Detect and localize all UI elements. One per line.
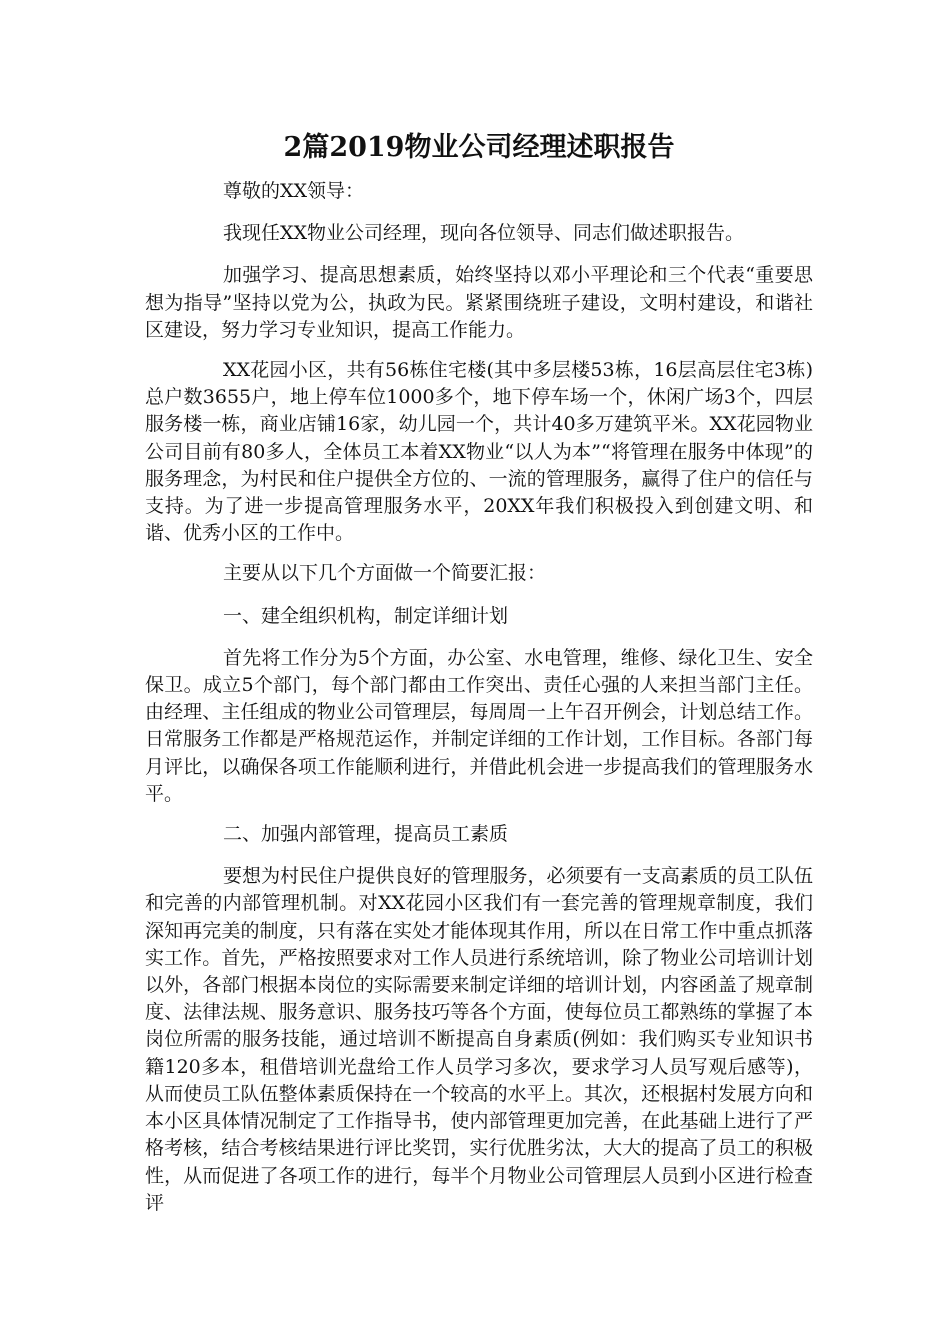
- document-page: [145, 128, 813, 1217]
- paragraph-organization: 首先将工作分为5个方面，办公室、水电管理，维修、绿化卫生、安全保卫。成立5个部门，每个部门都由工作突出、责任心强的人来担当部门主任。由经理、主任组成的物业公司管理层，每周周一上午召开例会，计划总结工作。日常服务工作都是严格规范运作，并制定详细的工作计划，工作目标。各部门每月评比，以确保各项工作能顺利进行，并借此机会进一步提高我们的管理服务水平。: [145, 646, 813, 805]
- section-heading-management: 二、加强内部管理，提高员工素质: [223, 823, 509, 846]
- salutation: 尊敬的XX领导：: [223, 180, 365, 202]
- paragraph-management: 要想为村民住户提供良好的管理服务，必须要有一支高素质的员工队伍和完善的内部管理机制。对XX花园小区我们有一套完善的管理规章制度，我们深知再完美的制度，只有落在实处才能体现其作用，所以在日常工作中重点抓落实工作。首先，严格按照要求对工作人员进行系统培训，除了物业公司培训计划以外，各部门根据本岗位的实际需要来制定详细的培训计划，内容函盖了规章制度、法律法规、服务意识、服务技巧等各个方面，使每位员工都熟练的掌握了本岗位所需的服务技能，通过培训不断提高自身素质(例如：我们购买专业知识书籍120多本，租借培训光盘给工作人员学习多次，要求学习人员写观后感等)，从而使员工队伍整体素质保持在一个较高的水平上。其次，还根据村发展方向和本小区具体情况制定了工作指导书，使内部管理更加完善，在此基础上进行了严格考核，结合考核结果进行评比奖罚，实行优胜劣汰，大大的提高了员工的积极性，从而促进了各项工作的进行，每半个月物业公司管理层人员到小区进行检查评: [145, 865, 813, 1214]
- paragraph-study: 加强学习、提高思想素质，始终坚持以邓小平理论和三个代表“重要思想为指导”坚持以党为公，执政为民。紧紧围绕班子建设，文明村建设，和谐社区建设，努力学习专业知识，提高工作能力。: [145, 264, 813, 341]
- paragraph-summary-lead: 主要从以下几个方面做一个简要汇报：: [223, 562, 547, 585]
- section-heading-organization: 一、建全组织机构，制定详细计划: [223, 604, 509, 627]
- document-title: 2篇2019物业公司经理述职报告: [283, 132, 675, 163]
- paragraph-community-overview: XX花园小区，共有56栋住宅楼(其中多层楼53栋，16层高层住宅3栋)总户数3655户，地上停车位1000多个，地下停车场一个，休闲广场3个，四层服务楼一栋，商业店铺16家，幼儿园一个，共计40多万建筑平米。XX花园物业公司目前有80多人，全体员工本着XX物业“以人为本”“将管理在服务中体现”的服务理念，为村民和住户提供全方位的、一流的管理服务，赢得了住户的信任与支持。为了进一步提高管理服务水平，20XX年我们积极投入到创建文明、和谐、优秀小区的工作中。: [145, 359, 813, 545]
- paragraph-intro: 我现任XX物业公司经理，现向各位领导、同志们做述职报告。: [223, 222, 745, 245]
